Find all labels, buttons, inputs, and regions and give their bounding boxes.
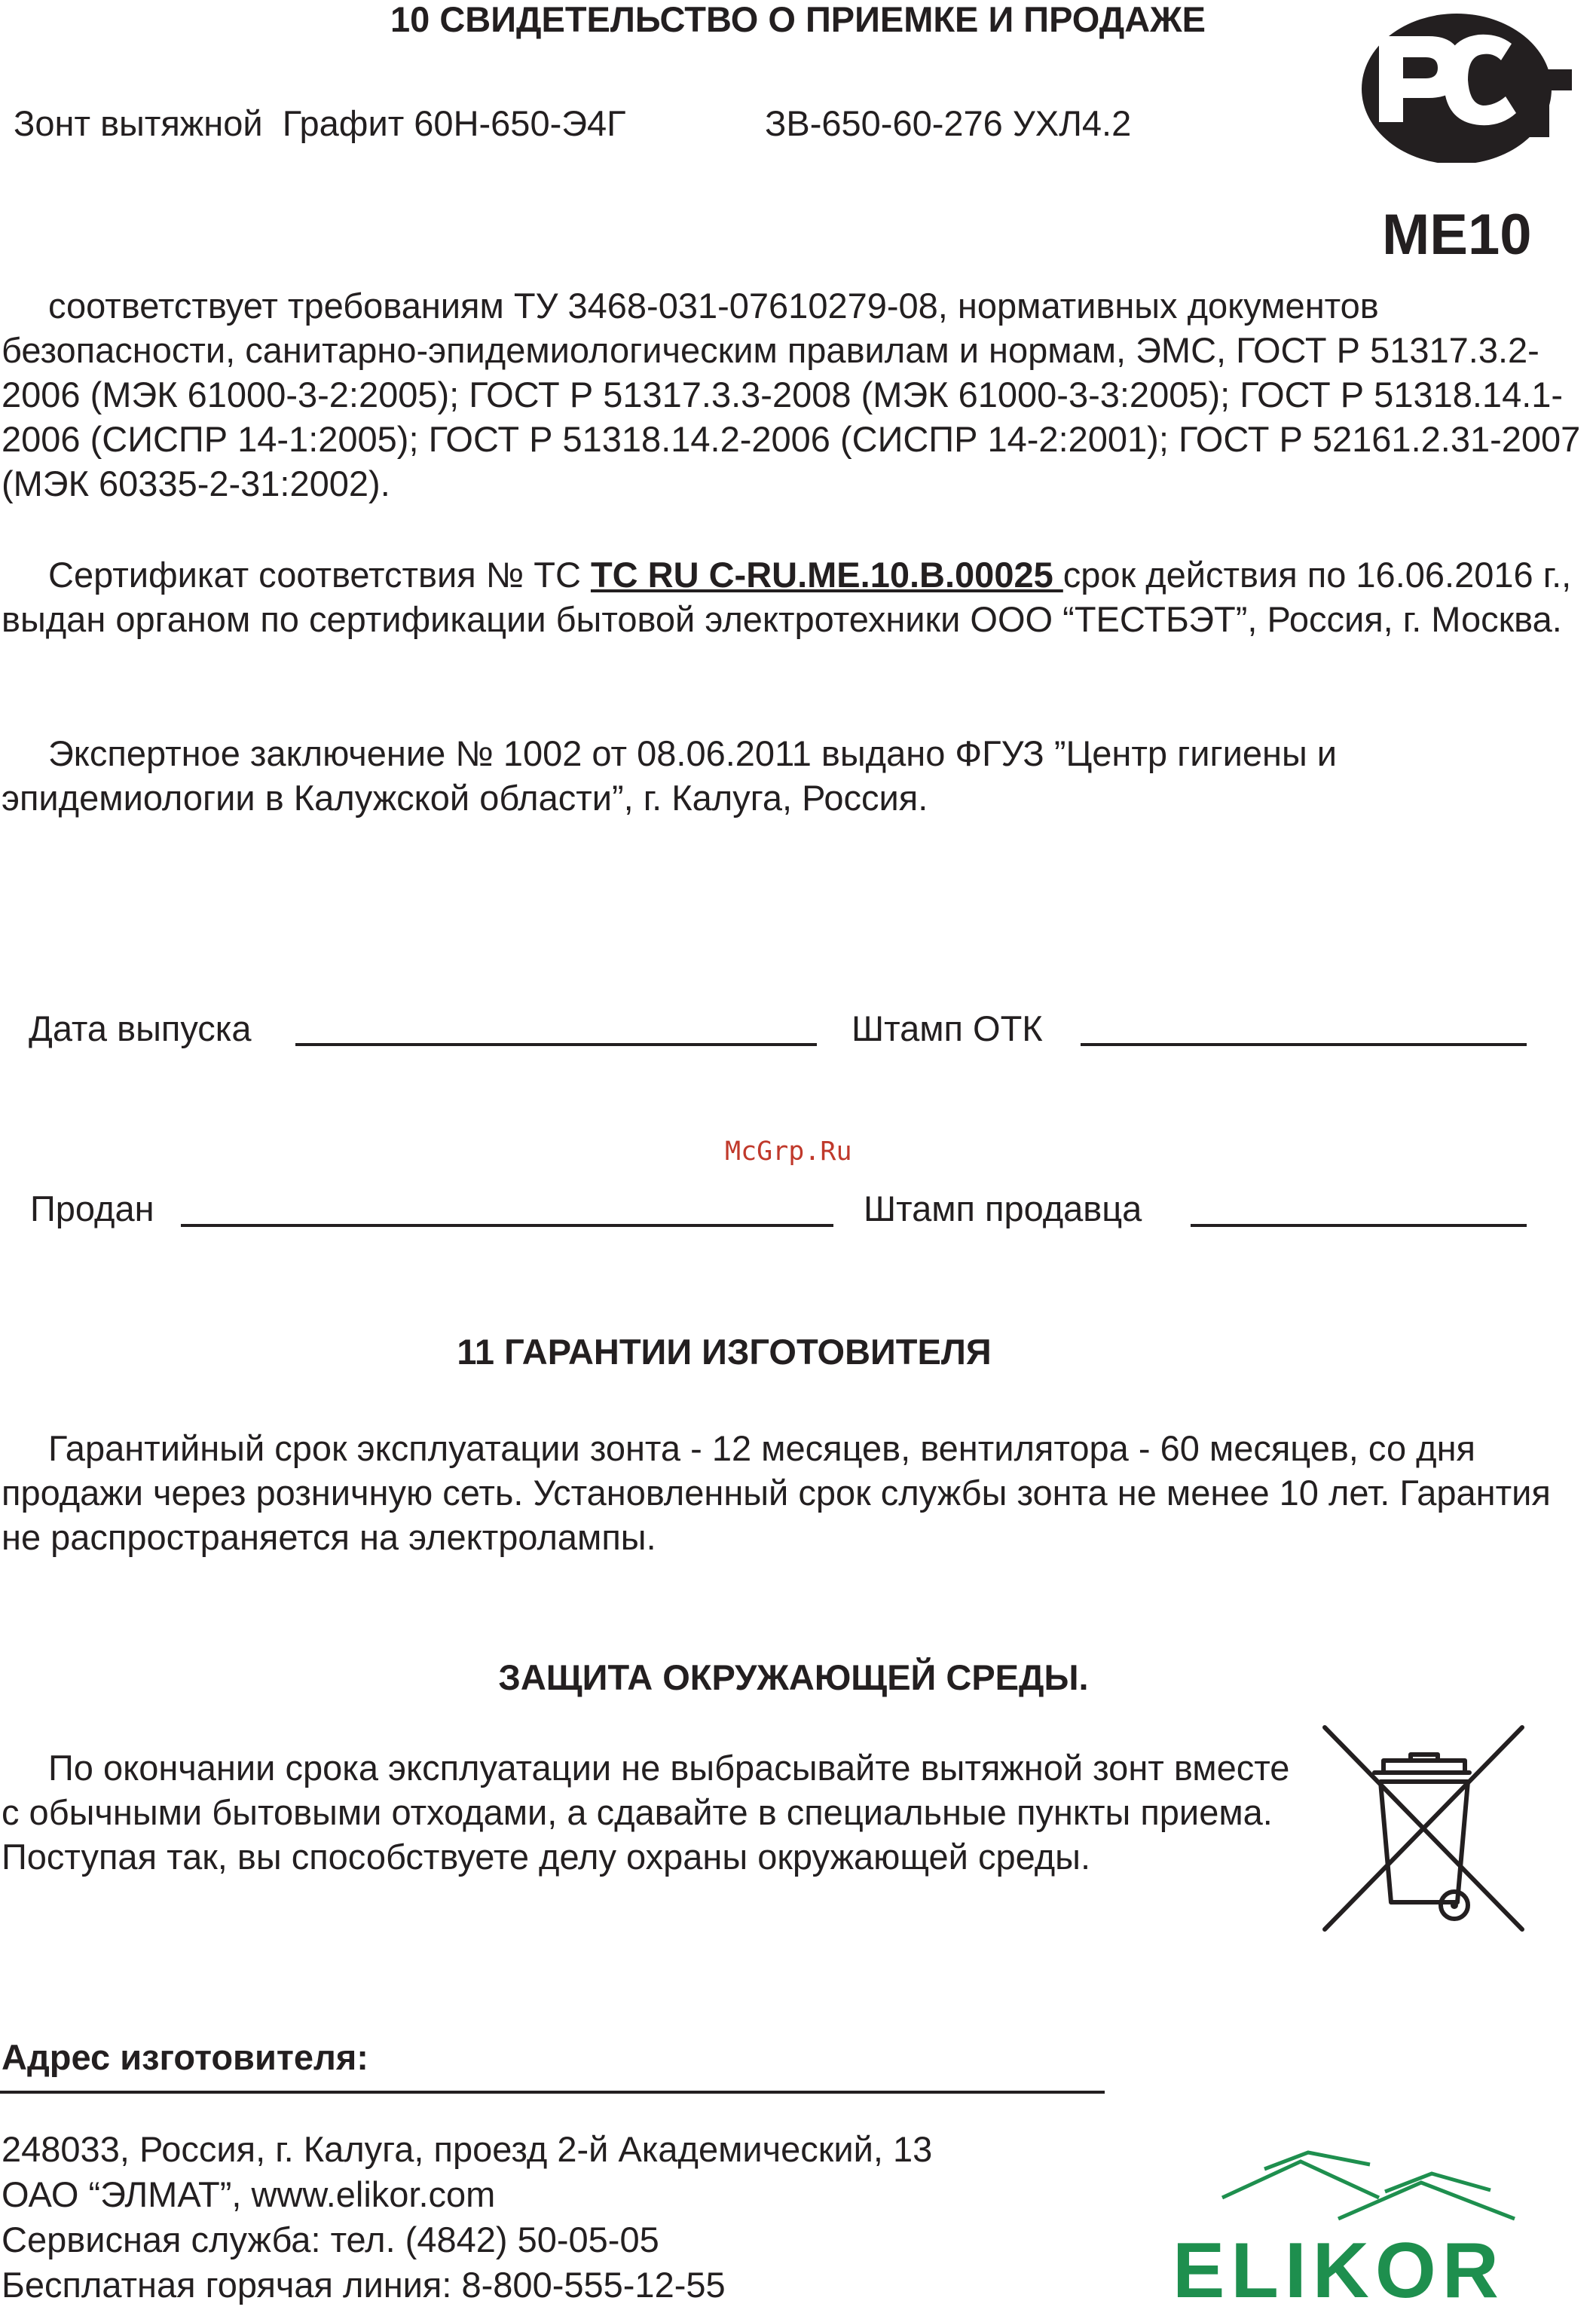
seller-stamp-field[interactable] [1191,1224,1527,1227]
section11-title: 11 ГАРАНТИИ ИЗГОТОВИТЕЛЯ [457,1332,992,1372]
certificate-paragraph [2,552,1593,641]
otk-stamp-label: Штамп ОТК [852,1008,1043,1048]
expert-conclusion-paragraph [2,731,1593,820]
certificate-number: ТС RU C-RU.ME.10.B.00025 [590,555,1063,595]
certificate-suffix: срок действия по 16.06.2016 г., выдан органом по сертификации бытовой электротехники ООО “ТЕСТБЭТ”, Россия, г. Москва. [2,555,1572,639]
environment-paragraph [2,1745,1298,1879]
certificate-prefix: Сертификат соответствия № ТС [48,555,591,595]
product-name: Зонт вытяжной Графит 60Н-650-Э4Г [14,103,626,143]
seller-stamp-label: Штамп продавца [864,1189,1142,1228]
address-underline [0,2091,1105,2094]
address-line-4: Бесплатная горячая линия: 8-800-555-12-55 [2,2265,726,2305]
brand-name: ELIKOR [1173,2227,1505,2314]
compliance-text: соответствует требованиям ТУ 3468-031-07610279-08, нормативных документов безопасности, санитарно-эпидемиологическим правилам и нормам, ЭМС, ГОСТ Р 51317.3.2-2006 (МЭК 61000-3-2:2005); ГОСТ Р 51317.3.3-2008 (МЭК 61000-3-3:2005); ГОСТ Р 51318.14.1-2006 (СИСПР 14-1:2005); ГОСТ Р 51318.14.2-2006 (СИСПР 14-2:2001); ГОСТ Р 52161.2.31-2007 (МЭК 60335-2-31:2002). [2,286,1581,503]
compliance-paragraph [2,283,1593,506]
address-title: Адрес изготовителя: [2,2037,368,2077]
product-code: ЗВ-650-60-276 УХЛ4.2 [765,103,1132,143]
elikor-roof-icon [1219,2146,1521,2229]
otk-stamp-field[interactable] [1081,1043,1527,1046]
watermark-text: McGrp.Ru [725,1137,852,1167]
expert-conclusion-text: Экспертное заключение № 1002 от 08.06.2011 выдано ФГУЗ ”Центр гигиены и эпидемиологии в Калужской области”, г. Калуга, Россия. [2,733,1338,818]
release-date-label: Дата выпуска [29,1008,252,1048]
environment-title: ЗАЩИТА ОКРУЖАЮЩЕЙ СРЕДЫ. [498,1657,1089,1697]
address-line-3: Сервисная служба: тел. (4842) 50-05-05 [2,2220,659,2259]
section10-title: 10 СВИДЕТЕЛЬСТВО О ПРИЕМКЕ И ПРОДАЖЕ [390,0,1206,39]
warranty-text: Гарантийный срок эксплуатации зонта - 12 месяцев, вентилятора - 60 месяцев, со дня продажи через розничную сеть. Установленный срок службы зонта не менее 10 лет. Гарантия не распространяется на электролампы. [2,1428,1551,1557]
pct-certification-logo [1350,5,1576,163]
cert-mark-code: ME10 [1382,203,1532,267]
sold-label: Продан [30,1189,154,1228]
crossed-out-wheelie-bin-icon [1314,1717,1533,1935]
release-date-field[interactable] [295,1043,817,1046]
warranty-paragraph [2,1426,1593,1559]
environment-text: По окончании срока эксплуатации не выбрасывайте вытяжной зонт вместе с обычными бытовыми отходами, а сдавайте в специальные пункты приема. Поступая так, вы способствуете делу охраны окружающей среды. [2,1748,1290,1877]
sold-field[interactable] [181,1224,833,1227]
address-line-2: ОАО “ЭЛМАТ”, www.elikor.com [2,2174,496,2214]
address-line-1: 248033, Россия, г. Калуга, проезд 2-й Академический, 13 [2,2129,933,2169]
